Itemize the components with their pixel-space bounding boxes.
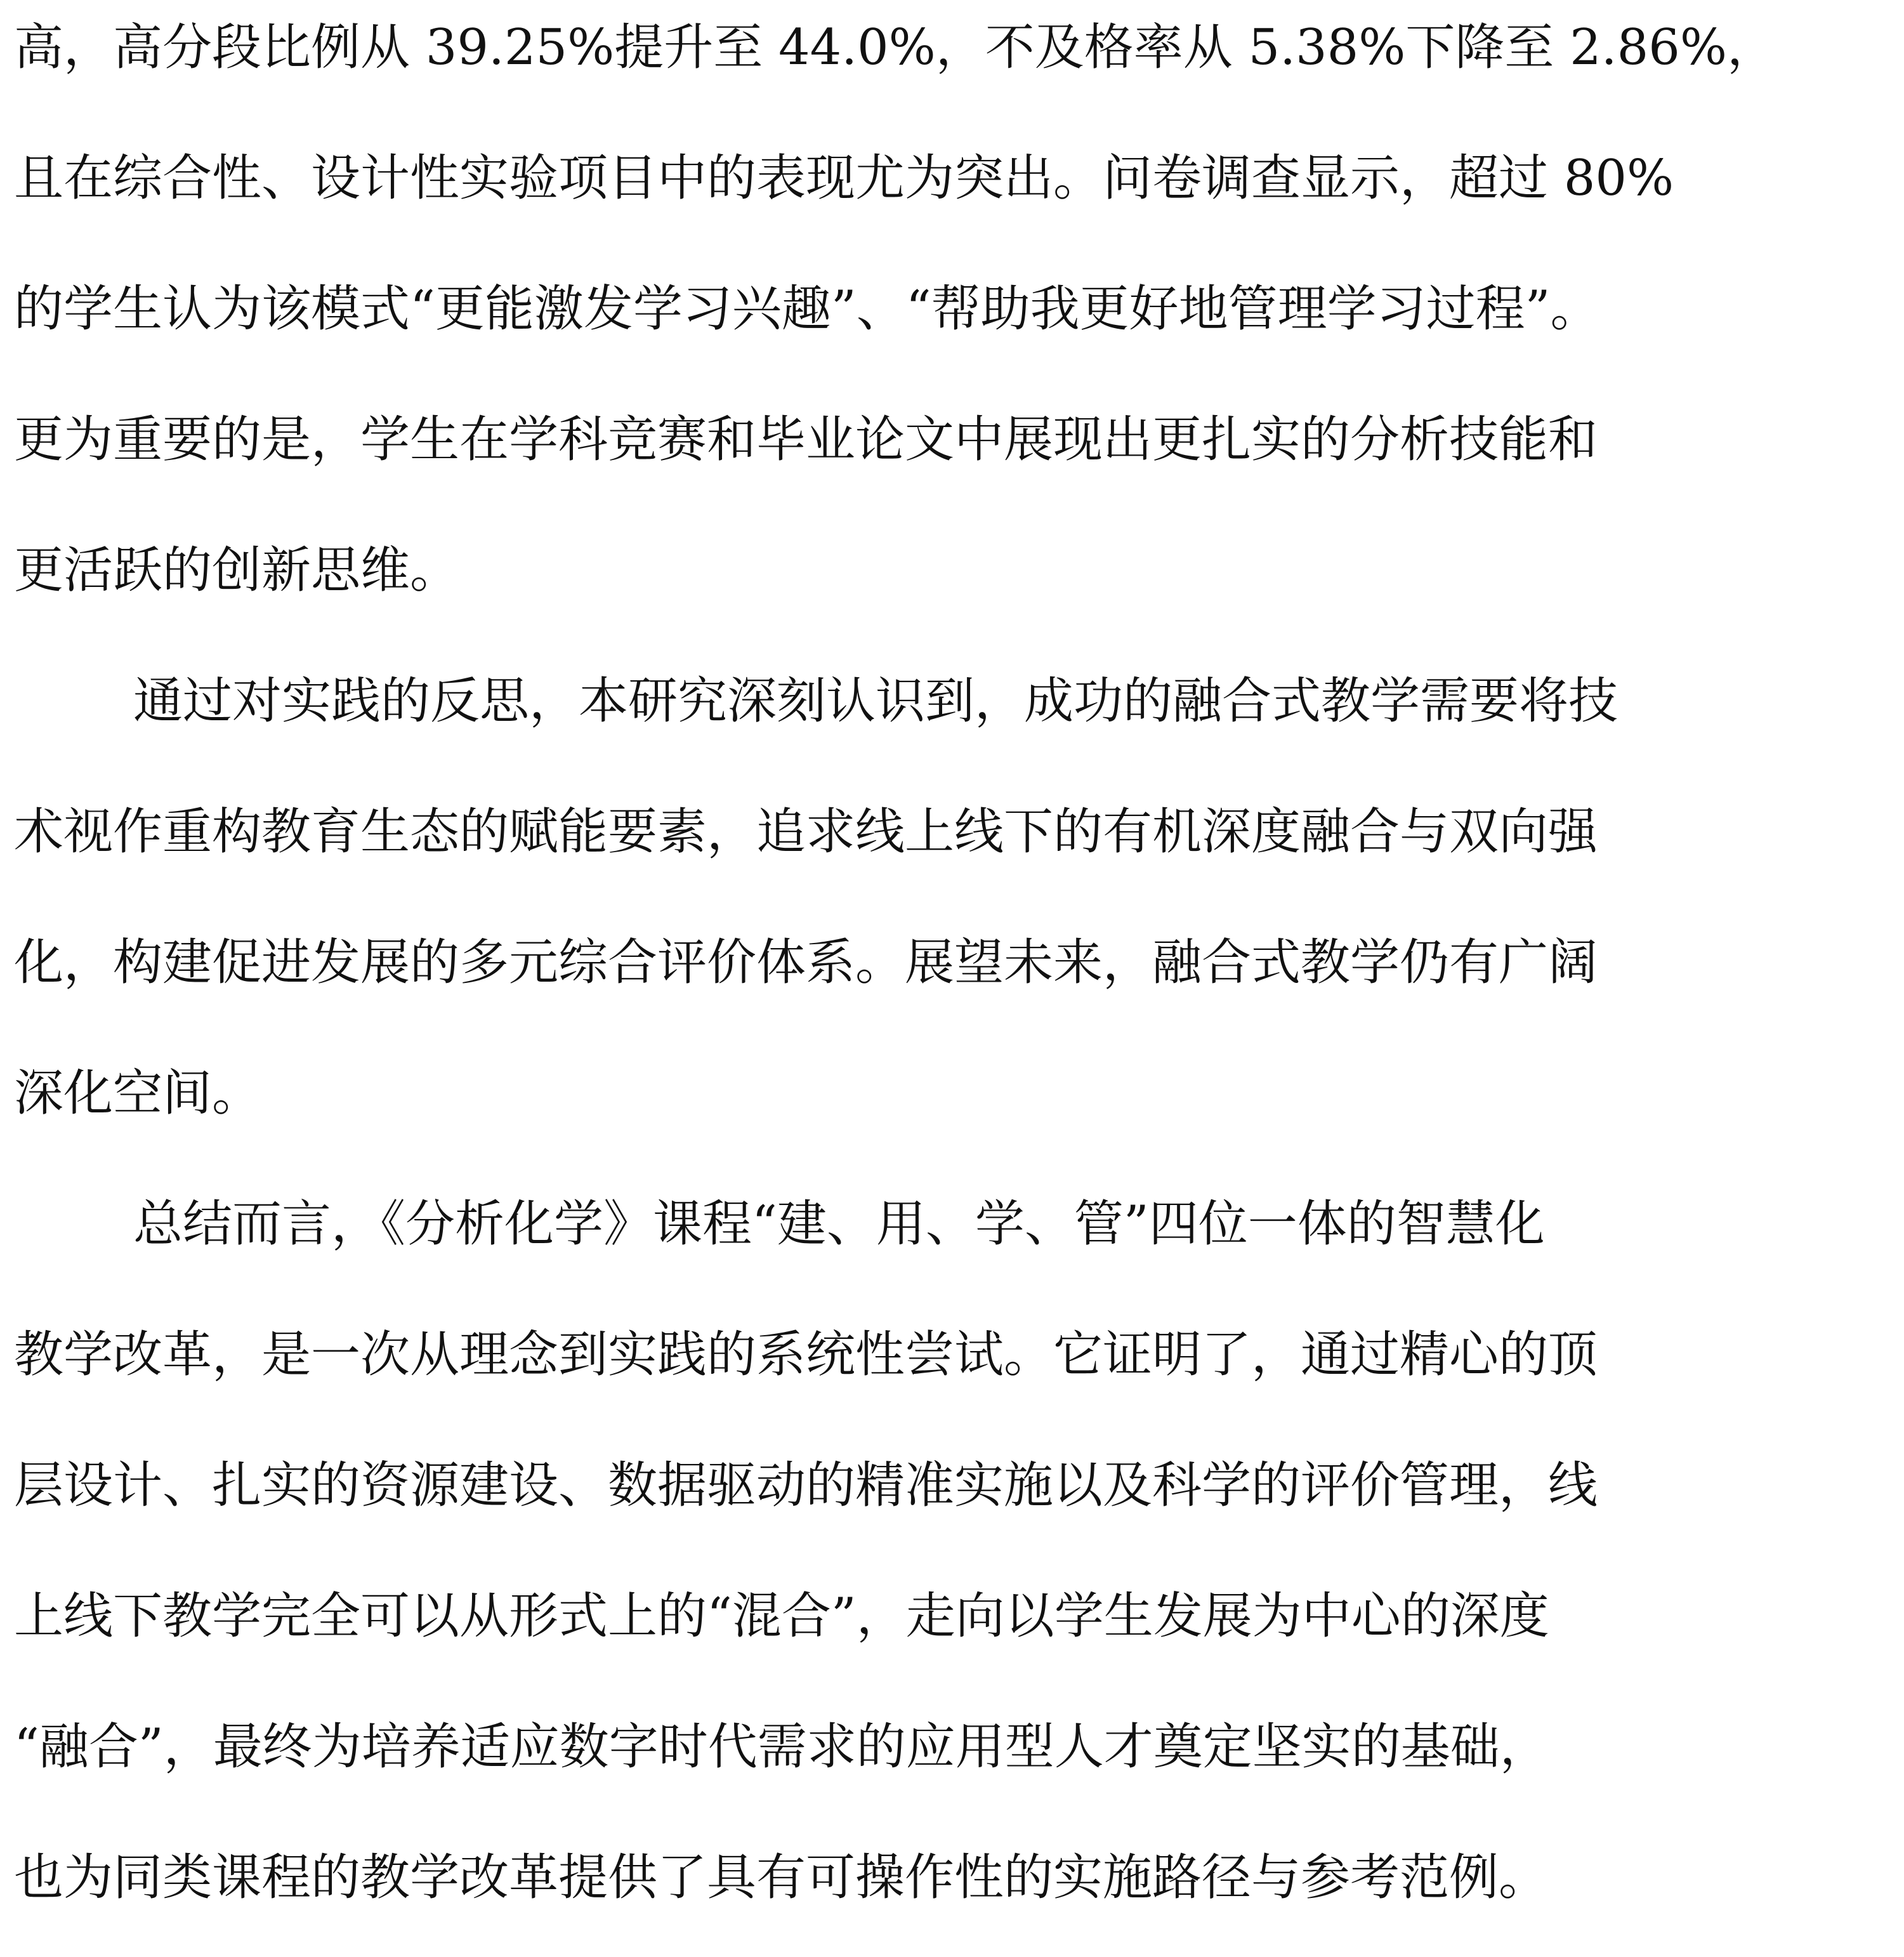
paragraph-2-line-4: 深化空间。 <box>14 1065 262 1122</box>
paragraph-3-line-5: “融合”，最终为培养适应数字时代需求的应用型人才奠定坚实的基础， <box>14 1718 1549 1776</box>
paragraph-3-line-3: 层设计、扎实的资源建设、数据驱动的精准实施以及科学的评价管理，线 <box>14 1457 1598 1514</box>
paragraph-1-line-1: 高，高分段比例从 39.25%提升至 44.0%，不及格率从 5.38%下降至 2.86%， <box>14 19 1776 76</box>
paragraph-2-line-3: 化，构建促进发展的多元综合评价体系。展望未来，融合式教学仍有广阔 <box>14 934 1598 991</box>
paragraph-1-line-3: 的学生认为该模式“更能激发学习兴趣”、“帮助我更好地管理学习过程”。 <box>14 280 1600 338</box>
paragraph-2-line-1: 通过对实践的反思，本研究深刻认识到，成功的融合式教学需要将技 <box>133 673 1618 730</box>
paragraph-3-line-1: 总结而言，《分析化学》课程“建、用、学、管”四位一体的智慧化 <box>133 1196 1545 1253</box>
paragraph-1-line-5: 更活跃的创新思维。 <box>14 542 460 599</box>
paragraph-2-line-2: 术视作重构教育生态的赋能要素，追求线上线下的有机深度融合与双向强 <box>14 803 1598 860</box>
paragraph-1-line-2: 且在综合性、设计性实验项目中的表现尤为突出。问卷调查显示，超过 80% <box>14 150 1674 207</box>
paragraph-1-line-4: 更为重要的是，学生在学科竞赛和毕业论文中展现出更扎实的分析技能和 <box>14 411 1598 468</box>
paragraph-3-line-4: 上线下教学完全可以从形式上的“混合”，走向以学生发展为中心的深度 <box>14 1588 1549 1645</box>
paragraph-3-line-2: 教学改革，是一次从理念到实践的系统性尝试。它证明了，通过精心的顶 <box>14 1326 1598 1383</box>
paragraph-3-line-6: 也为同类课程的教学改革提供了具有可操作性的实施路径与参考范例。 <box>14 1849 1549 1906</box>
